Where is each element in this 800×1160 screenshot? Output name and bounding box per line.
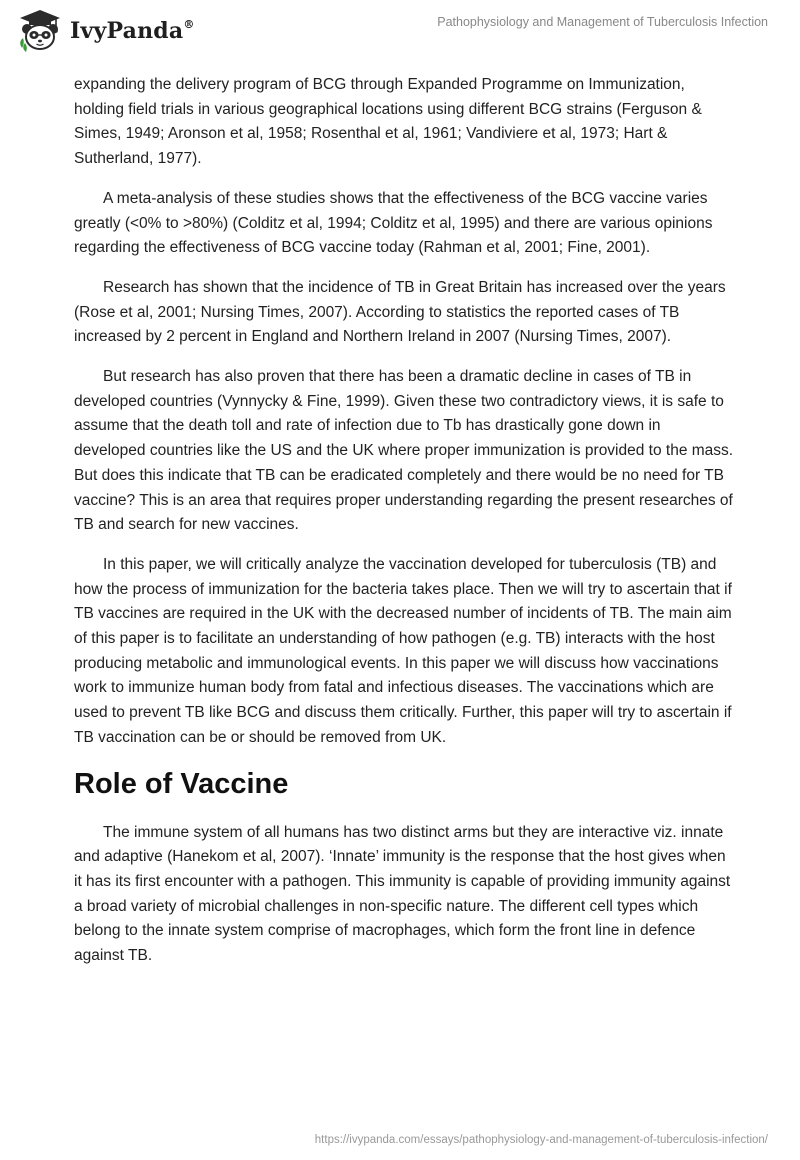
page-header: [0, 0, 800, 70]
registered-mark: ®: [183, 17, 195, 31]
brand-name-text: IvyPanda: [70, 18, 184, 44]
body-paragraph: In this paper, we will critically analyze the vaccination developed for tuberculosis (TB) and how the process of immunization for the bacteria takes place. Then we will try to ascertain that if TB vaccines are required in the UK with the decreased number of incidents of TB. The main aim of this paper is to facilitate an understanding of how pathogen (e.g. TB) interacts with the host producing metabolic and immunological events. In this paper we will discuss how vaccinations work to immunize human body from fatal and infectious diseases. The vaccinations which are used to prevent TB like BCG and discuss them critically. Further, this paper will try to ascertain if TB vaccination can be or should be removed from UK.: [74, 555, 732, 746]
ivypanda-logo[interactable]: [16, 8, 195, 54]
body-paragraph: But research has also proven that there has been a dramatic decline in cases of TB in developed countries (Vynnycky & Fine, 1999). Given these two contradictory views, it is safe to assume that the death toll and rate of infection due to Tb has drastically gone down in developed countries like the US and the UK where proper immunization is provided to the mass. But does this indicate that TB can be eradicated completely and there would be no need for TB vaccine? This is an area that requires proper understanding regarding the present researches of TB and search for new vaccines.: [74, 368, 734, 534]
brand-name: [70, 18, 195, 44]
body-paragraph: The immune system of all humans has two distinct arms but they are interactive viz. innate and adaptive (Hanekom et al, 2007). ‘Innate’ immunity is the response that the host gives when it has its first encounter with a pathogen. This immunity is capable of providing immunity against a broad variety of microbial challenges in non-specific nature. The different cell types which belong to the innate system comprise of macrophages, which form the front line in defence against TB.: [74, 823, 731, 965]
source-url[interactable]: https://ivypanda.com/essays/pathophysiology-and-management-of-tuberculosis-infection/: [314, 1134, 768, 1146]
section-heading: Role of Vaccine: [74, 767, 289, 800]
panda-graduate-icon: [16, 8, 64, 54]
essay-content: [74, 73, 734, 984]
body-paragraph: Research has shown that the incidence of TB in Great Britain has increased over the years (Rose et al, 2001; Nursing Times, 2007). According to statistics the reported cases of TB increased by 2 percent in England and Northern Ireland in 2007 (Nursing Times, 2007).: [74, 278, 726, 346]
body-paragraph: expanding the delivery program of BCG through Expanded Programme on Immunization, holding field trials in various geographical locations using different BCG strains (Ferguson & Simes, 1949; Aronson et al, 1958; Rosenthal et al, 1961; Vandiviere et al, 1973; Hart & Sutherland, 1977).: [74, 76, 702, 168]
running-title: Pathophysiology and Management of Tuberculosis Infection: [437, 15, 768, 29]
body-paragraph: A meta-analysis of these studies shows that the effectiveness of the BCG vaccine varies greatly (<0% to >80%) (Colditz et al, 1994; Colditz et al, 1995) and there are various opinions regarding the effectiveness of BCG vaccine today (Rahman et al, 2001; Fine, 2001).: [74, 189, 713, 257]
